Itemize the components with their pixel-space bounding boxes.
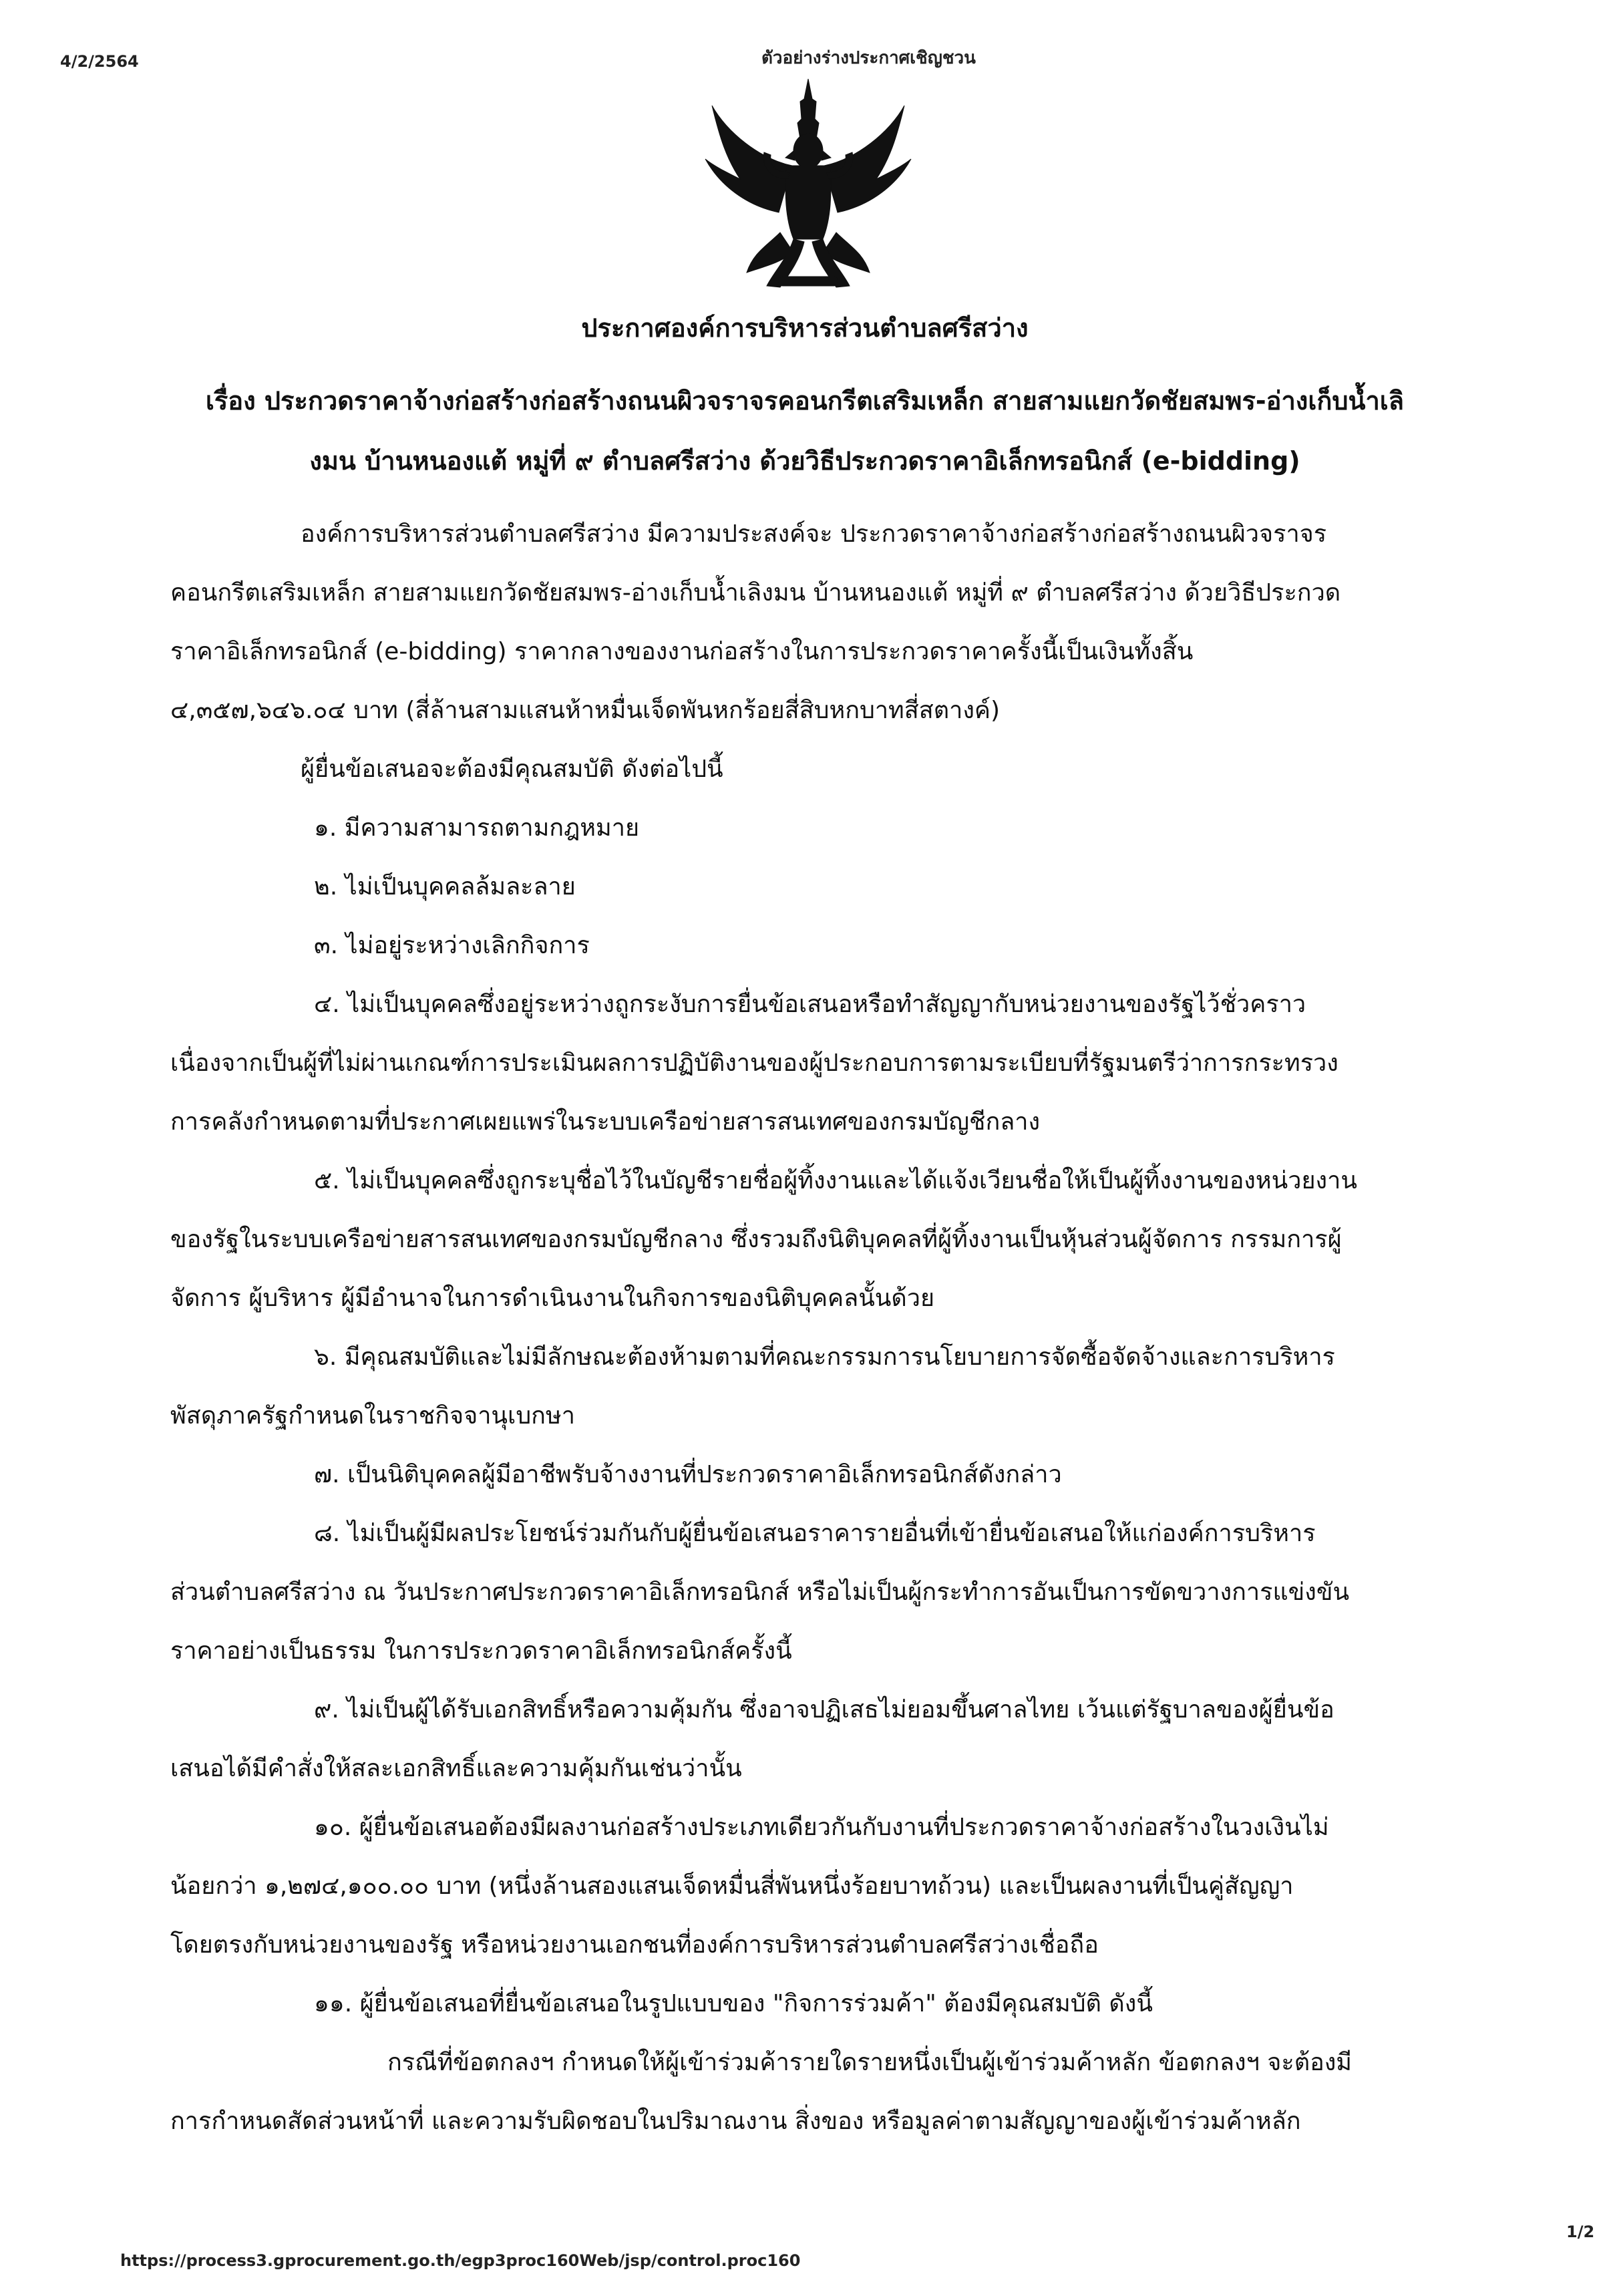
body-line: ราคาอิเล็กทรอนิกส์ (e-bidding) ราคากลางของงานก่อสร้างในการประกวดราคาครั้งนี้เป็นเงินทั้งสิ้น bbox=[170, 638, 1194, 665]
body-line: ผู้ยื่นข้อเสนอจะต้องมีคุณสมบัติ ดังต่อไปนี้ bbox=[301, 756, 723, 783]
body-line: โดยตรงกับหน่วยงานของรัฐ หรือหน่วยงานเอกชนที่องค์การบริหารส่วนตำบลศรีสว่างเชื่อถือ bbox=[170, 1931, 1099, 1959]
source-url: https://process3.gprocurement.go.th/egp3proc160Web/jsp/control.proc160 bbox=[120, 2251, 801, 2270]
body-line: ของรัฐในระบบเครือข่ายสารสนเทศของกรมบัญชีกลาง ซึ่งรวมถึงนิติบุคคลที่ผู้ทิ้งงานเป็นหุ้นส่วนผู้จัดการ กรรมการผู้ bbox=[170, 1226, 1342, 1253]
body-line: ๓. ไม่อยู่ระหว่างเลิกกิจการ bbox=[314, 932, 590, 959]
body-line: ๑. มีความสามารถตามกฎหมาย bbox=[314, 814, 640, 842]
body-line: ๗. เป็นนิติบุคคลผู้มีอาชีพรับจ้างงานที่ประกวดราคาอิเล็กทรอนิกส์ดังกล่าว bbox=[314, 1461, 1062, 1488]
announcement-org: ประกาศองค์การบริหารส่วนตำบลศรีสว่าง bbox=[581, 313, 1029, 343]
body-line: คอนกรีตเสริมเหล็ก สายสามแยกวัดชัยสมพร-อ่างเก็บน้ำเลิงมน บ้านหนองแต้ หมู่ที่ ๙ ตำบลศรีสว่าง ด้วยวิธีประกวด bbox=[170, 579, 1341, 607]
body-line: ๑๑. ผู้ยื่นข้อเสนอที่ยื่นข้อเสนอในรูปแบบของ "กิจการร่วมค้า" ต้องมีคุณสมบัติ ดังนี้ bbox=[314, 1990, 1153, 2017]
announcement-subject bbox=[107, 371, 1503, 491]
garuda-emblem-icon bbox=[700, 79, 916, 293]
body-line: ๔,๓๕๗,๖๔๖.๐๔ บาท (สี่ล้านสามแสนห้าหมื่นเจ็ดพันหกร้อยสี่สิบหกบาทสี่สตางค์) bbox=[170, 697, 1001, 724]
body-line: น้อยกว่า ๑,๒๗๔,๑๐๐.๐๐ บาท (หนึ่งล้านสองแสนเจ็ดหมื่นสี่พันหนึ่งร้อยบาทถ้วน) และเป็นผลงานที่เป็นคู่สัญญา bbox=[170, 1872, 1294, 1900]
body-line: การคลังกำหนดตามที่ประกาศเผยแพร่ในระบบเครือข่ายสารสนเทศของกรมบัญชีกลาง bbox=[170, 1108, 1041, 1136]
subject-line-2: งมน บ้านหนองแต้ หมู่ที่ ๙ ตำบลศรีสว่าง ด้วยวิธีประกวดราคาอิเล็กทรอนิกส์ (e-bidding) bbox=[309, 446, 1300, 476]
body-line: ส่วนตำบลศรีสว่าง ณ วันประกาศประกวดราคาอิเล็กทรอนิกส์ หรือไม่เป็นผู้กระทำการอันเป็นการขัดขวางการแข่งขัน bbox=[170, 1579, 1350, 1606]
body-line: จัดการ ผู้บริหาร ผู้มีอำนาจในการดำเนินงานในกิจการของนิติบุคคลนั้นด้วย bbox=[170, 1285, 935, 1312]
body-line: ๔. ไม่เป็นบุคคลซึ่งอยู่ระหว่างถูกระงับการยื่นข้อเสนอหรือทำสัญญากับหน่วยงานของรัฐไว้ชั่วคราว bbox=[314, 991, 1306, 1018]
draft-label: ตัวอย่างร่างประกาศเชิญชวน bbox=[761, 48, 976, 68]
body-line: กรณีที่ข้อตกลงฯ กำหนดให้ผู้เข้าร่วมค้ารายใดรายหนึ่งเป็นผู้เข้าร่วมค้าหลัก ข้อตกลงฯ จะต้องมี bbox=[387, 2049, 1353, 2076]
body-line: ราคาอย่างเป็นธรรม ในการประกวดราคาอิเล็กทรอนิกส์ครั้งนี้ bbox=[170, 1637, 792, 1665]
body-line: เสนอได้มีคำสั่งให้สละเอกสิทธิ์และความคุ้มกันเช่นว่านั้น bbox=[170, 1755, 742, 1782]
body-line: ๙. ไม่เป็นผู้ได้รับเอกสิทธิ์หรือความคุ้มกัน ซึ่งอาจปฏิเสธไม่ยอมขึ้นศาลไทย เว้นแต่รัฐบาลของผู้ยื่นข้อ bbox=[314, 1696, 1334, 1724]
body-line: ๒. ไม่เป็นบุคคลล้มละลาย bbox=[314, 873, 576, 900]
body-line: องค์การบริหารส่วนตำบลศรีสว่าง มีความประสงค์จะ ประกวดราคาจ้างก่อสร้างก่อสร้างถนนผิวจราจร bbox=[301, 520, 1327, 548]
subject-line-1: เรื่อง ประกวดราคาจ้างก่อสร้างก่อสร้างถนนผิวจราจรคอนกรีตเสริมเหล็ก สายสามแยกวัดชัยสมพร-อ่างเก็บน้ำเลิ bbox=[205, 386, 1405, 416]
print-date: 4/2/2564 bbox=[60, 52, 139, 71]
body-line: ๘. ไม่เป็นผู้มีผลประโยชน์ร่วมกันกับผู้ยื่นข้อเสนอราคารายอื่นที่เข้ายื่นข้อเสนอให้แก่องค์การบริหาร bbox=[314, 1520, 1316, 1547]
page-number: 1/2 bbox=[1566, 2223, 1595, 2241]
body-line: ๖. มีคุณสมบัติและไม่มีลักษณะต้องห้ามตามที่คณะกรรมการนโยบายการจัดซื้อจัดจ้างและการบริหาร bbox=[314, 1343, 1335, 1371]
body-line: ๑๐. ผู้ยื่นข้อเสนอต้องมีผลงานก่อสร้างประเภทเดียวกันกับงานที่ประกวดราคาจ้างก่อสร้างในวงเงินไม่ bbox=[314, 1814, 1329, 1841]
body-line: พัสดุภาครัฐกำหนดในราชกิจจานุเบกษา bbox=[170, 1402, 575, 1430]
body-line: ๕. ไม่เป็นบุคคลซึ่งถูกระบุชื่อไว้ในบัญชีรายชื่อผู้ทิ้งงานและได้แจ้งเวียนชื่อให้เป็นผู้ทิ้งงานของหน่วยงาน bbox=[314, 1167, 1357, 1194]
body-line: เนื่องจากเป็นผู้ที่ไม่ผ่านเกณฑ์การประเมินผลการปฏิบัติงานของผู้ประกอบการตามระเบียบที่รัฐมนตรีว่าการกระทรวง bbox=[170, 1049, 1338, 1077]
body-line: การกำหนดสัดส่วนหน้าที่ และความรับผิดชอบในปริมาณงาน สิ่งของ หรือมูลค่าตามสัญญาของผู้เข้าร่วมค้าหลัก bbox=[170, 2108, 1301, 2135]
